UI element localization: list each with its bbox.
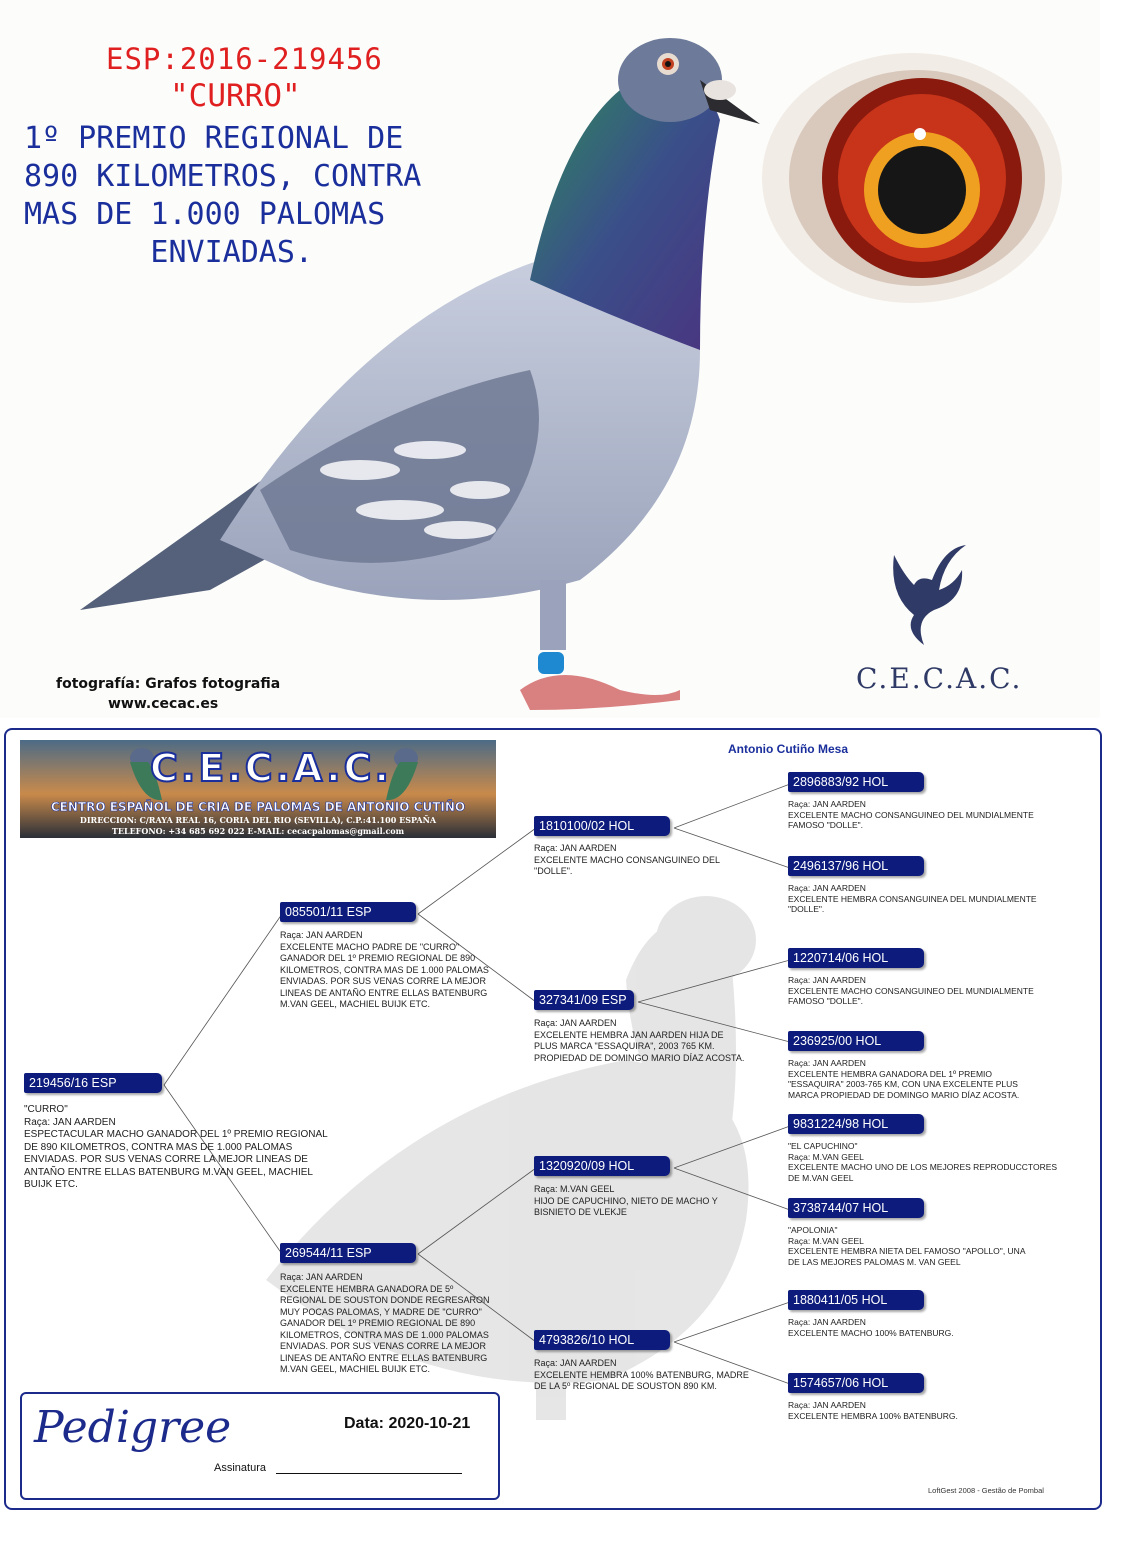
pedigree-title: Pedigree bbox=[34, 1402, 232, 1453]
great-grandparent-description bbox=[788, 1058, 1048, 1100]
great-grandparent-ring-tag: 9831224/98 HOL bbox=[788, 1114, 924, 1134]
owner-name: Antonio Cutiño Mesa bbox=[728, 742, 848, 756]
cecac-logo-text: C.E.C.A.C. bbox=[856, 662, 1023, 695]
signature-line bbox=[276, 1473, 462, 1474]
desc-line: "ESSAQUIRA" 2003-765 KM, CON UNA EXCELENTE PLUS bbox=[788, 1079, 1018, 1089]
website-link[interactable]: www.cecac.es bbox=[108, 696, 219, 712]
desc-line: LINEAS DE ANTAÑO ENTRE ELLAS BATENBURG bbox=[280, 987, 488, 998]
desc-line: Raça: M.VAN GEEL bbox=[534, 1184, 615, 1194]
great-grandparent-ring-tag: 2496137/96 HOL bbox=[788, 856, 924, 876]
desc-line: Raça: JAN AARDEN bbox=[24, 1116, 116, 1128]
desc-line: "DOLLE". bbox=[788, 904, 825, 914]
great-grandparent-description bbox=[788, 799, 1048, 831]
desc-line: Raça: JAN AARDEN bbox=[788, 1058, 866, 1068]
great-grandparent-description bbox=[788, 1141, 1058, 1183]
desc-line: Raça: JAN AARDEN bbox=[534, 1018, 617, 1028]
desc-line: EXCELENTE MACHO 100% BATENBURG. bbox=[788, 1327, 954, 1338]
bird-name: "CURRO" bbox=[170, 78, 301, 114]
desc-line: ENVIADAS. POR SUS VENAS CORRE LA MEJOR bbox=[280, 1341, 487, 1351]
desc-line: BUIJK ETC. bbox=[24, 1179, 78, 1190]
desc-line: M.VAN GEEL, MACHIEL BUIJK ETC. bbox=[280, 999, 431, 1009]
desc-line: EXCELENTE MACHO PADRE DE "CURRO" bbox=[280, 941, 460, 952]
desc-line: "EL CAPUCHINO" bbox=[788, 1141, 858, 1151]
great-grandparent-description bbox=[788, 1400, 1048, 1421]
dam-ring-tag: 269544/11 ESP bbox=[280, 1243, 416, 1263]
desc-line: Raça: JAN AARDEN bbox=[534, 1358, 617, 1368]
desc-line: KILOMETROS, CONTRA MAS DE 1.000 PALOMAS bbox=[280, 1329, 489, 1340]
great-grandparent-description bbox=[788, 975, 1048, 1007]
desc-line: Raça: JAN AARDEN bbox=[280, 1272, 363, 1282]
desc-line: EXCELENTE HEMBRA GANADORA DEL 1º PREMIO bbox=[788, 1068, 993, 1079]
desc-line: FAMOSO "DOLLE". bbox=[788, 996, 863, 1006]
desc-line: M.VAN GEEL, MACHIEL BUIJK ETC. bbox=[280, 1364, 431, 1374]
desc-line: EXCELENTE MACHO CONSANGUINEO DEL MUNDIALMENTE bbox=[788, 809, 1034, 820]
banner-phone: TELEFONO: +34 685 692 022 E-MAIL: cecacpalomas@gmail.com bbox=[111, 826, 405, 836]
desc-line: BISNIETO DE VLEKJE bbox=[534, 1207, 627, 1217]
signature-label: Assinatura bbox=[214, 1462, 266, 1474]
great-grandparent-ring-tag: 1574657/06 HOL bbox=[788, 1373, 924, 1393]
grandparent-description bbox=[534, 843, 734, 878]
desc-line: ENVIADAS. POR SUS VENAS CORRE LA MEJOR bbox=[280, 976, 487, 986]
desc-line: Raça: JAN AARDEN bbox=[534, 843, 617, 853]
desc-line: Raça: JAN AARDEN bbox=[788, 883, 866, 893]
dove-logo-icon bbox=[884, 540, 984, 650]
desc-line: DE LAS MEJORES PALOMAS M. VAN GEEL bbox=[788, 1256, 961, 1267]
pedigree-date: Data: 2020-10-21 bbox=[344, 1415, 471, 1432]
desc-line: EXCELENTE HEMBRA 100% BATENBURG, MADRE bbox=[534, 1369, 749, 1380]
desc-line: EXCELENTE MACHO UNO DE LOS MEJORES REPRODUCCTORES bbox=[788, 1162, 1058, 1172]
desc-line: ESPECTACULAR MACHO GANADOR DEL 1º PREMIO REGIONAL bbox=[24, 1129, 328, 1140]
desc-line: Raça: M.VAN GEEL bbox=[788, 1151, 864, 1162]
desc-line: EXCELENTE HEMBRA 100% BATENBURG. bbox=[788, 1410, 958, 1421]
subject-ring-tag: 219456/16 ESP bbox=[24, 1073, 162, 1093]
desc-line: DE LA 5º REGIONAL DE SOUSTON 890 KM. bbox=[534, 1381, 717, 1391]
desc-line: EXCELENTE MACHO CONSANGUINEO DEL MUNDIALMENTE bbox=[788, 985, 1034, 996]
great-grandparent-ring-tag: 1880411/05 HOL bbox=[788, 1290, 924, 1310]
desc-line: EXCELENTE HEMBRA JAN AARDEN HIJA DE bbox=[534, 1029, 724, 1040]
desc-line: LINEAS DE ANTAÑO ENTRE ELLAS BATENBURG bbox=[280, 1352, 488, 1363]
desc-line: PROPIEDAD DE DOMINGO MARIO DÍAZ ACOSTA. bbox=[534, 1052, 745, 1063]
pigeon-eye-photo bbox=[752, 38, 1082, 328]
great-grandparent-ring-tag: 1220714/06 HOL bbox=[788, 948, 924, 968]
banner-subtitle: CENTRO ESPAÑOL DE CRIA DE PALOMAS DE ANTONIO CUTIÑO bbox=[50, 800, 466, 814]
desc-line: GANADOR DEL 1º PREMIO REGIONAL DE 890 bbox=[280, 1318, 476, 1328]
desc-line: KILOMETROS, CONTRA MAS DE 1.000 PALOMAS bbox=[280, 964, 489, 975]
desc-line: ENVIADAS. POR SUS VENAS CORRE LA MEJOR LINEAS DE bbox=[24, 1154, 308, 1165]
grandparent-description bbox=[534, 1358, 764, 1393]
desc-line: GANADOR DEL 1º PREMIO REGIONAL DE 890 bbox=[280, 953, 476, 963]
desc-line: "CURRO" bbox=[24, 1104, 68, 1115]
sire-description bbox=[280, 930, 500, 1011]
subject-description bbox=[24, 1104, 354, 1192]
achievement-headline: 1º PREMIO REGIONAL DE 890 KILOMETROS, CONTRA MAS DE 1.000 PALOMAS ENVIADAS. bbox=[24, 121, 422, 270]
grandparent-ring-tag: 1320920/09 HOL bbox=[534, 1156, 670, 1176]
desc-line: MARCA PROPIEDAD DE DOMINGO MARIO DÍAZ ACOSTA. bbox=[788, 1089, 1020, 1100]
desc-line: "APOLONIA" bbox=[788, 1225, 838, 1235]
desc-line: DE M.VAN GEEL bbox=[788, 1172, 854, 1183]
desc-line: EXCELENTE HEMBRA GANADORA DE 5º bbox=[280, 1283, 454, 1294]
software-credit: LoftGest 2008 - Gestão de Pombal bbox=[928, 1486, 1044, 1495]
desc-line: Raça: JAN AARDEN bbox=[788, 975, 866, 985]
desc-line: "DOLLE". bbox=[534, 866, 573, 876]
grandparent-ring-tag: 327341/09 ESP bbox=[534, 990, 634, 1010]
desc-line: EXCELENTE MACHO CONSANGUINEO DEL bbox=[534, 854, 721, 865]
grandparent-ring-tag: 1810100/02 HOL bbox=[534, 816, 670, 836]
desc-line: Raça: JAN AARDEN bbox=[280, 930, 363, 940]
great-grandparent-description bbox=[788, 1317, 1048, 1338]
photo-credit: fotografía: Grafos fotografia bbox=[56, 676, 281, 692]
banner-address: DIRECCION: C/RAYA REAL 16, CORIA DEL RIO (SEVILLA), C.P.:41.100 ESPAÑA bbox=[79, 815, 437, 825]
sire-ring-tag: 085501/11 ESP bbox=[280, 902, 416, 922]
desc-line: Raça: JAN AARDEN bbox=[788, 1317, 866, 1327]
desc-line: MUY POCAS PALOMAS, Y MADRE DE "CURRO" bbox=[280, 1306, 482, 1317]
grandparent-ring-tag: 4793826/10 HOL bbox=[534, 1330, 670, 1350]
dam-description bbox=[280, 1272, 500, 1376]
desc-line: DE 890 KILOMETROS, CONTRA MAS DE 1.000 PALOMAS bbox=[24, 1141, 293, 1153]
great-grandparent-ring-tag: 2896883/92 HOL bbox=[788, 772, 924, 792]
great-grandparent-description bbox=[788, 883, 1048, 915]
grandparent-description bbox=[534, 1184, 744, 1219]
desc-line: PLUS MARCA "ESSAQUIRA", 2003 765 KM. bbox=[534, 1041, 715, 1051]
ring-number: ESP:2016-219456 bbox=[106, 42, 383, 76]
desc-line: ANTAÑO ENTRE ELLAS BATENBURG M.VAN GEEL, MACHIEL bbox=[24, 1166, 313, 1178]
banner-title: C.E.C.A.C. bbox=[150, 746, 392, 790]
desc-line: EXCELENTE HEMBRA NIETA DEL FAMOSO "APOLLO", UNA bbox=[788, 1246, 1026, 1256]
desc-line: EXCELENTE HEMBRA CONSANGUINEA DEL MUNDIALMENTE bbox=[788, 893, 1037, 904]
grandparent-description bbox=[534, 1018, 764, 1064]
great-grandparent-description bbox=[788, 1225, 1048, 1267]
desc-line: Raça: JAN AARDEN bbox=[788, 799, 866, 809]
great-grandparent-ring-tag: 236925/00 HOL bbox=[788, 1031, 924, 1051]
desc-line: HIJO DE CAPUCHINO, NIETO DE MACHO Y bbox=[534, 1195, 718, 1206]
desc-line: FAMOSO "DOLLE". bbox=[788, 820, 863, 830]
desc-line: Raça: M.VAN GEEL bbox=[788, 1235, 864, 1246]
cecac-banner bbox=[20, 740, 496, 838]
desc-line: REGIONAL DE SOUSTON DONDE REGRESARON bbox=[280, 1295, 490, 1305]
great-grandparent-ring-tag: 3738744/07 HOL bbox=[788, 1198, 924, 1218]
desc-line: Raça: JAN AARDEN bbox=[788, 1400, 866, 1410]
